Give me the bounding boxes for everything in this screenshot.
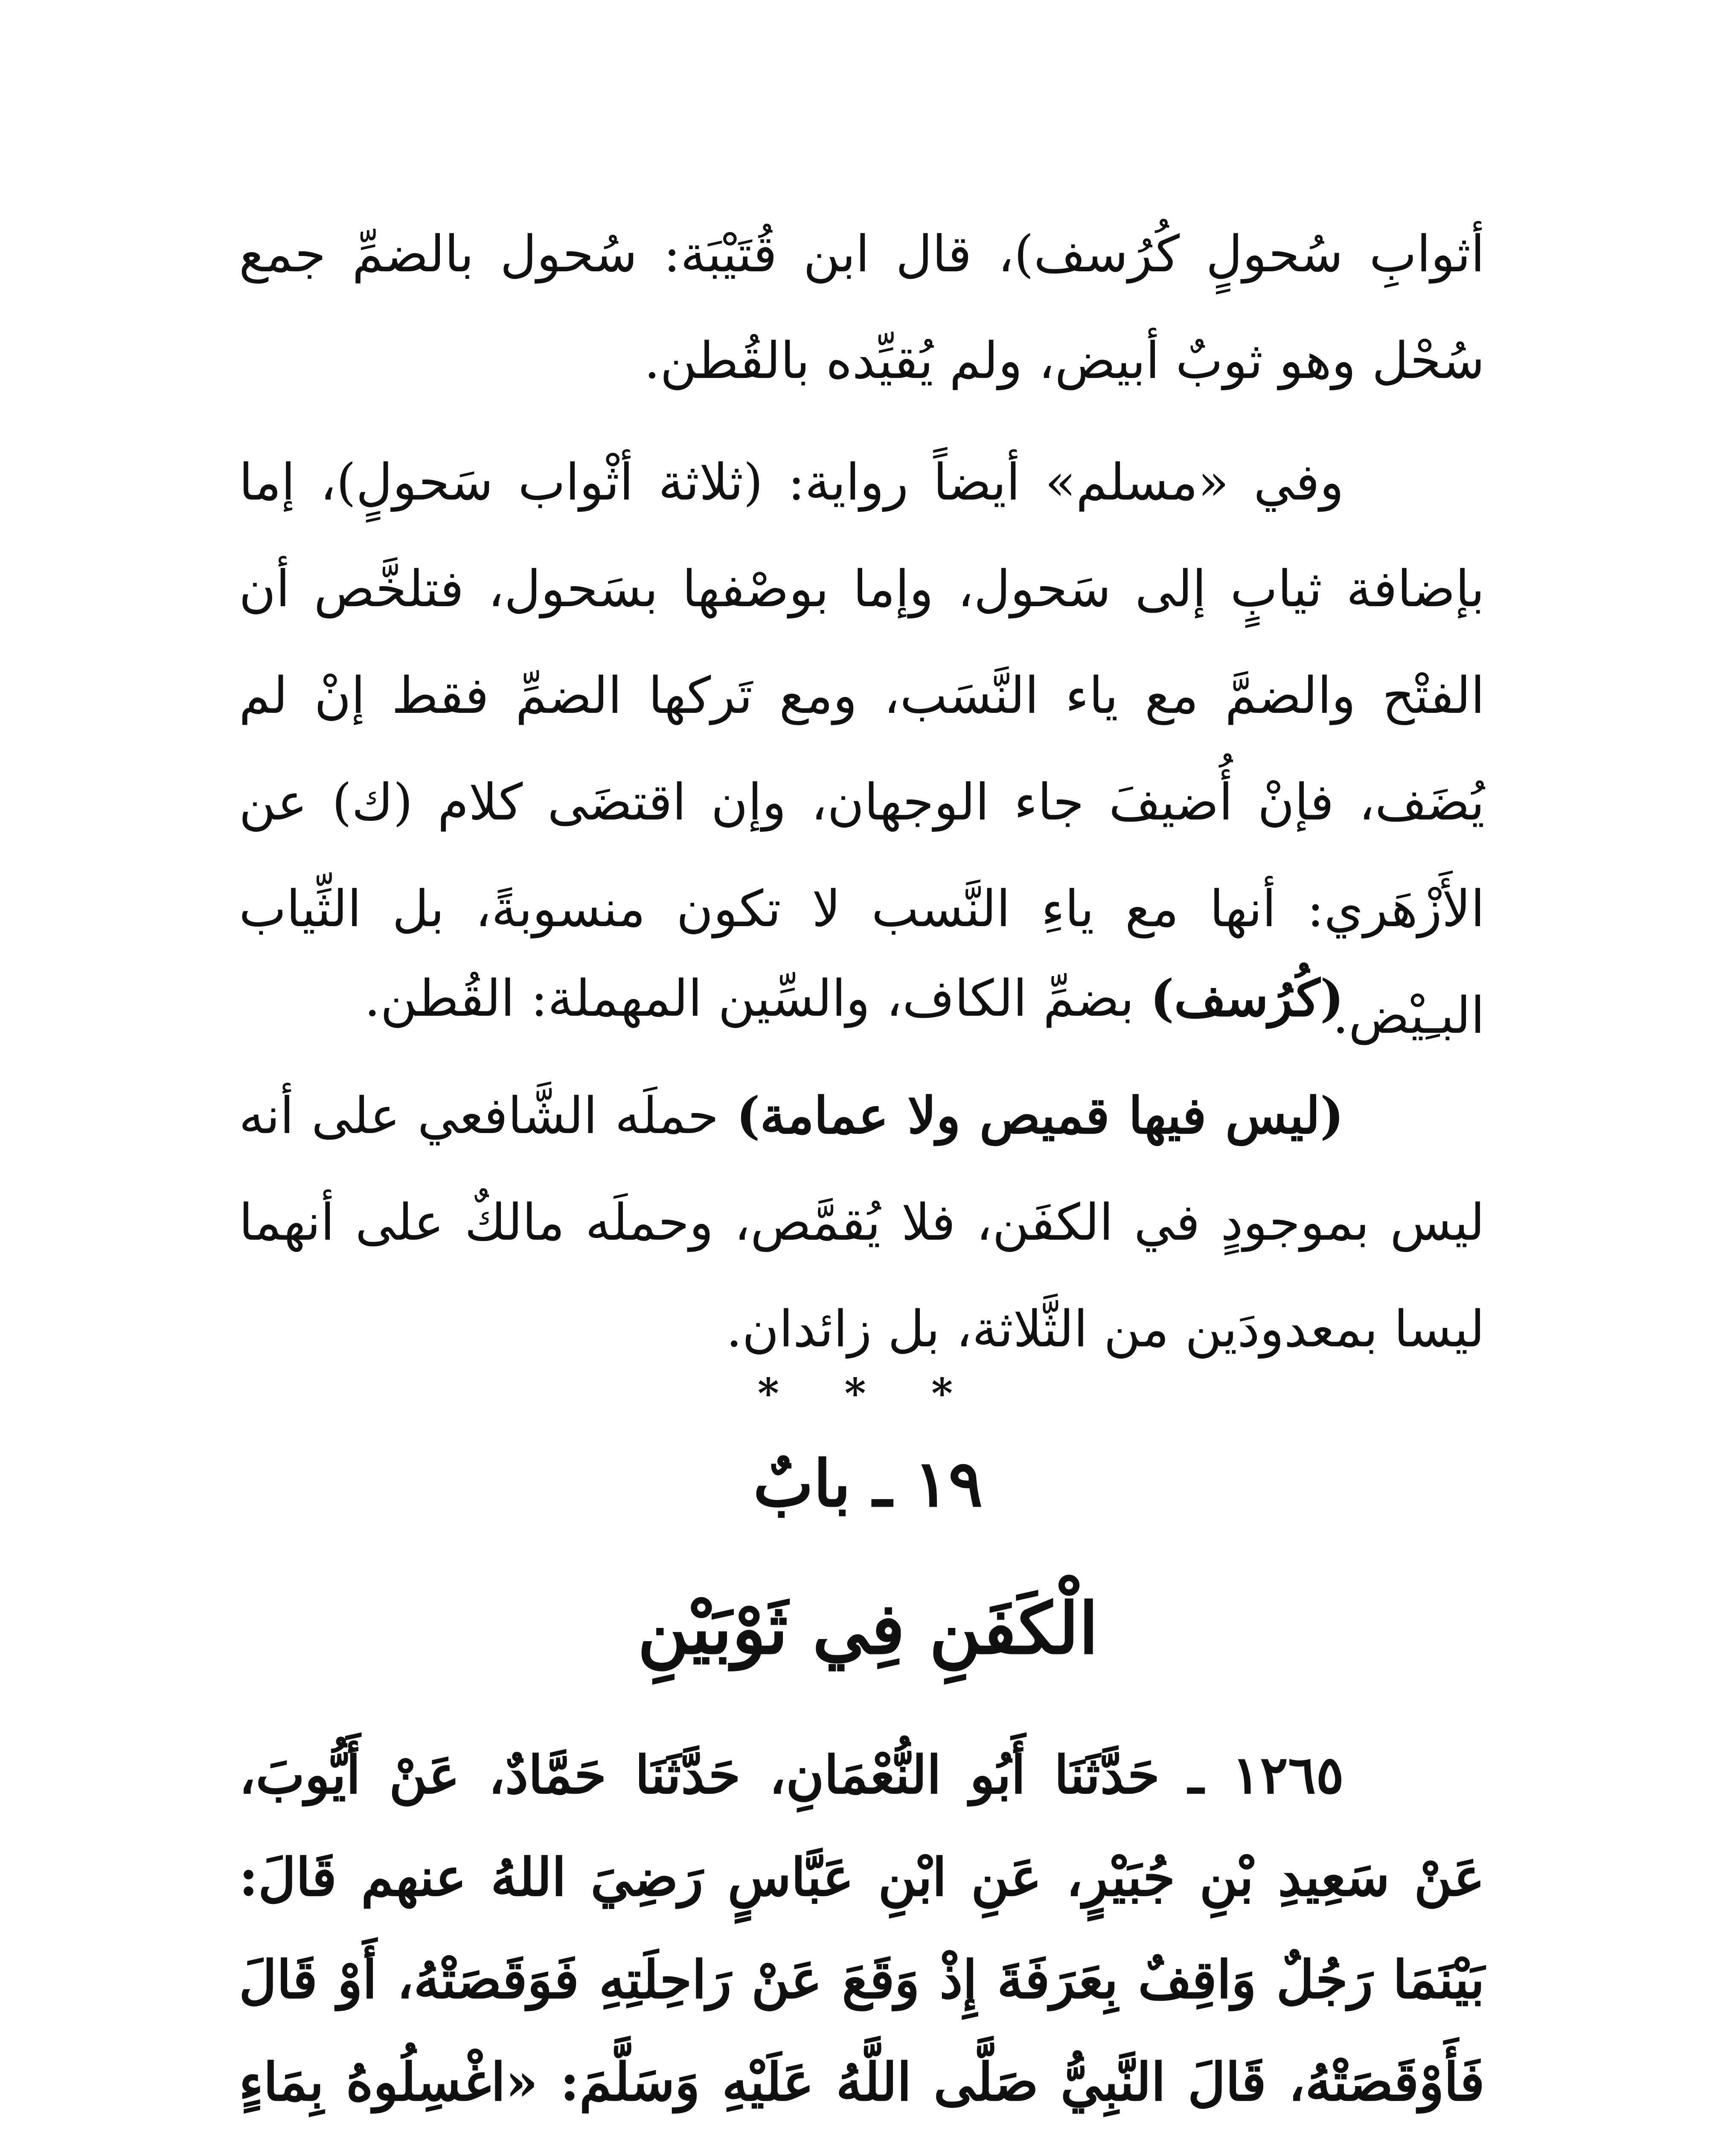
quoted-term: (كُرُسف) bbox=[1150, 968, 1344, 1028]
hadith-text: ١٢٦٥ ـ حَدَّثَنَا أَبُو النُّعْمَانِ، حَدَّثَنَا حَمَّادٌ، عَنْ أَيُّوبَ، عَنْ سَعِيدِ بْنِ جُبَيْرٍ، عَنِ ابْنِ عَبَّاسٍ رَضِيَ اللهُ عنهم قَالَ: بَيْنَمَا رَجُلٌ وَاقِفٌ بِعَرَفَةَ إِذْ وَقَعَ عَنْ رَاحِلَتِهِ فَوَقَصَتْهُ، أَوْ قَالَ فَأَوْقَصَتْهُ، قَالَ النَّبِيُّ صَلَّى اللَّهُ عَلَيْهِ وَسَلَّمَ: «اغْسِلُوهُ بِمَاءٍ bbox=[239, 1744, 1485, 2113]
paragraph-line bbox=[239, 945, 1485, 1052]
commentary-paragraph-3 bbox=[239, 945, 1485, 1052]
chapter-number: ١٩ ـ بابٌ bbox=[753, 1446, 983, 1521]
commentary-paragraph-4 bbox=[239, 1062, 1485, 1382]
commentary-paragraph-1 bbox=[239, 201, 1485, 414]
paragraph-text: وفي «مسلم» أيضاً رواية: (ثلاثة أثْواب سَحولٍ)، إما بإضافة ثيابٍ إلى سَحول، وإما بوصْفها بسَحول، فتلخَّص أن الفتْح والضمَّ مع ياء النَّسَب، ومع تَركها الضمِّ فقط إنْ لم يُضَف، فإنْ أُضيفَ جاء الوجهان، وإن اقتضَى كلام (ك) عن الأَزْهَري: أنها مع ياءِ النَّسب لا تكون منسوبةً، بل الثِّياب البـِيْض. bbox=[239, 453, 1485, 1045]
paragraph-line bbox=[239, 1062, 1485, 1382]
paragraph-text: أثوابِ سُحولٍ كُرُسف)، قال ابن قُتَيْبَة: سُحول بالضمِّ جمع سُحْل وهو ثوبٌ أبيض، ولم يُقيِّده بالقُطن. bbox=[239, 224, 1485, 390]
section-separator: * * * bbox=[757, 1369, 979, 1418]
term-explanation: بضمِّ الكاف، والسِّين المهملة: القُطن. bbox=[364, 969, 1151, 1028]
chapter-title: الْكَفَنِ فِي ثَوْبَيْنِ bbox=[637, 1587, 1099, 1670]
quoted-term: (ليس فيها قميص ولا عمامة) bbox=[736, 1086, 1344, 1145]
term-explanation: حملَه الشَّافعي على أنه ليس بموجودٍ في الكفَن، فلا يُقمَّص، وحملَه مالكٌ على أنهما ليسا بمعدودَين من الثَّلاثة، بل زائدان. bbox=[239, 1086, 1485, 1358]
